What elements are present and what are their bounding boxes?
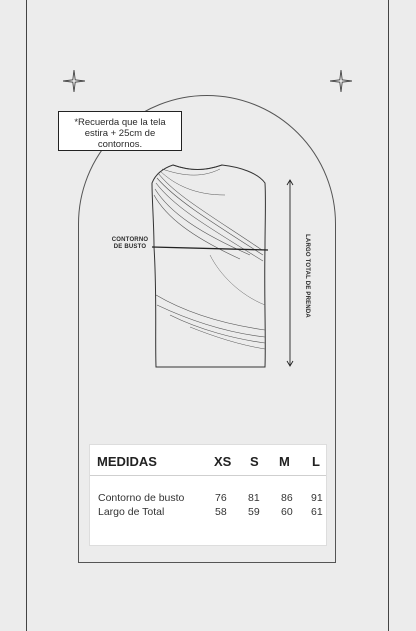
table-row-label: Largo de Total bbox=[98, 506, 165, 518]
garment-illustration bbox=[100, 155, 320, 385]
size-l-header: L bbox=[312, 454, 320, 469]
bust-label-line: CONTORNO bbox=[111, 237, 149, 243]
sparkle-icon bbox=[330, 70, 352, 92]
note-line: *Recuerda que la tela bbox=[74, 117, 166, 128]
bust-label-line: DE BUSTO bbox=[113, 244, 147, 250]
sparkle-icon bbox=[63, 70, 85, 92]
table-cell: 81 bbox=[248, 492, 260, 504]
size-table bbox=[89, 444, 327, 546]
table-row-label: Contorno de busto bbox=[98, 492, 185, 504]
size-s-header: S bbox=[250, 454, 259, 469]
table-cell: 61 bbox=[311, 506, 323, 518]
table-cell: 76 bbox=[215, 492, 227, 504]
note-line: estira + 25cm de bbox=[84, 128, 156, 139]
table-cell: 60 bbox=[281, 506, 293, 518]
note-line: contornos. bbox=[97, 139, 143, 150]
length-measurement-label: LARGO TOTAL DE PRENDA bbox=[304, 234, 310, 318]
size-xs-header: XS bbox=[214, 454, 232, 469]
table-cell: 58 bbox=[215, 506, 227, 518]
table-cell: 91 bbox=[311, 492, 323, 504]
table-cell: 86 bbox=[281, 492, 293, 504]
table-header-title: MEDIDAS bbox=[97, 454, 157, 469]
bust-measurement-label bbox=[104, 237, 156, 251]
fabric-stretch-note bbox=[58, 111, 182, 151]
size-m-header: M bbox=[279, 454, 290, 469]
size-table-header bbox=[90, 445, 326, 476]
right-frame-line bbox=[388, 0, 389, 631]
left-frame-line bbox=[26, 0, 27, 631]
table-cell: 59 bbox=[248, 506, 260, 518]
